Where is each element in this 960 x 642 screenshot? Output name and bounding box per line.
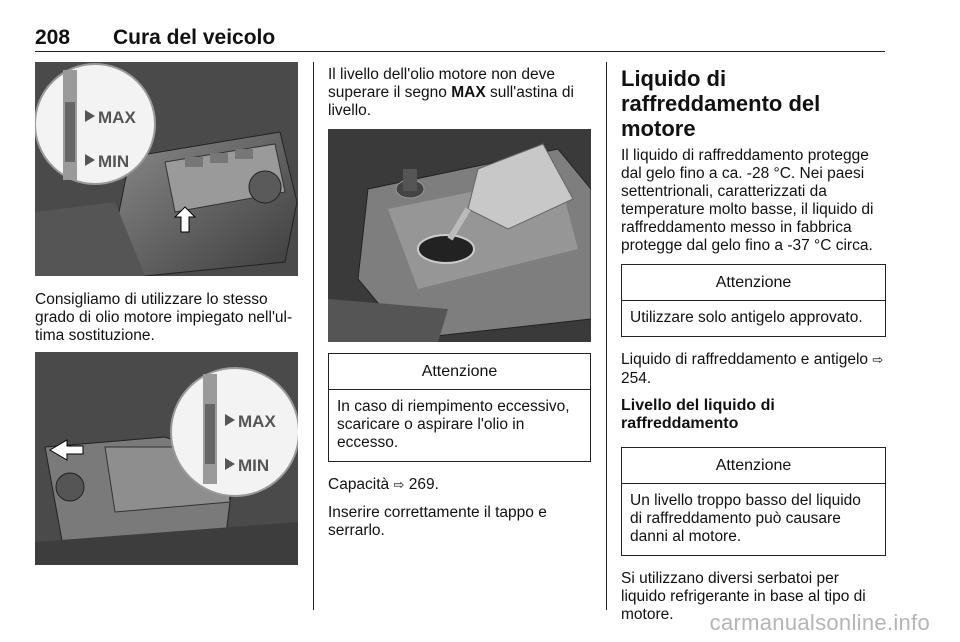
- watermark: carmanualsonline.info: [709, 610, 930, 635]
- page-reference-icon: ⇨: [393, 478, 405, 493]
- coolant-protection-paragraph: Il liquido di raffreddamento protegge dal gelo fino a ca. -28 °C. Nei paesi settentrionali, caratterizzati da temperature molto basse, il liquido di raffreddamento messo in fabbrica protegge dal gelo fino a -37 °C circa.: [621, 147, 874, 254]
- caution-title: Attenzione: [622, 448, 885, 484]
- oil-level-paragraph: Il livello dell'olio motore non deve superare il segno MAX sull'astina di livello.: [328, 66, 574, 119]
- reinsert-cap-paragraph: Inserire correttamente il tappo e serrarlo.: [328, 504, 547, 539]
- column-3-text: [621, 66, 886, 633]
- caution-text: In caso di riempimento eccessivo, scaricare o aspirare l'olio in eccesso.: [337, 398, 570, 451]
- column-divider: [606, 62, 607, 610]
- page-title: Cura del veicolo: [113, 26, 276, 49]
- coolant-tanks-paragraph: Si utilizzano diversi serbatoi per liquido refrigerante in base al tipo di motore.: [621, 570, 866, 623]
- min-mark-label: MIN: [98, 152, 130, 171]
- section-heading-coolant: Liquido di raffreddamento del motore: [621, 66, 821, 141]
- subheading-coolant-level: Livello del liquido di raffreddamento: [621, 397, 775, 432]
- caution-box-coolant-level: [621, 447, 886, 556]
- max-mark-label: MAX: [98, 108, 136, 127]
- caution-box-overfill: [328, 353, 591, 462]
- page-header: [35, 26, 885, 52]
- header-rule: [35, 51, 885, 52]
- caution-title: Attenzione: [622, 265, 885, 301]
- column-1-text: [35, 291, 303, 354]
- column-divider: [313, 62, 314, 610]
- page-number: 208: [35, 26, 71, 49]
- column-2-box: [328, 353, 591, 540]
- caution-title: Attenzione: [329, 354, 590, 390]
- max-mark-label: MAX: [238, 412, 276, 431]
- engine-dipstick-figure: [35, 62, 298, 276]
- max-mark-bold: MAX: [451, 84, 486, 101]
- capacity-line: Capacità ⇨ 269.: [328, 476, 439, 493]
- oil-grade-paragraph: Consigliamo di utilizzare lo stesso grado di olio motore impiegato nell'ul-tima sostituzione.: [35, 291, 293, 344]
- caution-text: Un livello troppo basso del liquido di raffreddamento può causare danni al motore.: [630, 492, 861, 545]
- min-mark-label: MIN: [238, 456, 270, 475]
- page-reference-icon: ⇨: [872, 353, 884, 368]
- coolant-reference-line: Liquido di raffreddamento e antigelo ⇨ 254.: [621, 351, 884, 387]
- caution-text: Utilizzare solo antigelo approvato.: [630, 309, 863, 326]
- engine-dipstick-figure-2: [35, 352, 298, 565]
- caution-box-antifreeze: [621, 264, 886, 337]
- column-2-text: [328, 66, 596, 129]
- oil-filling-figure: [328, 129, 591, 342]
